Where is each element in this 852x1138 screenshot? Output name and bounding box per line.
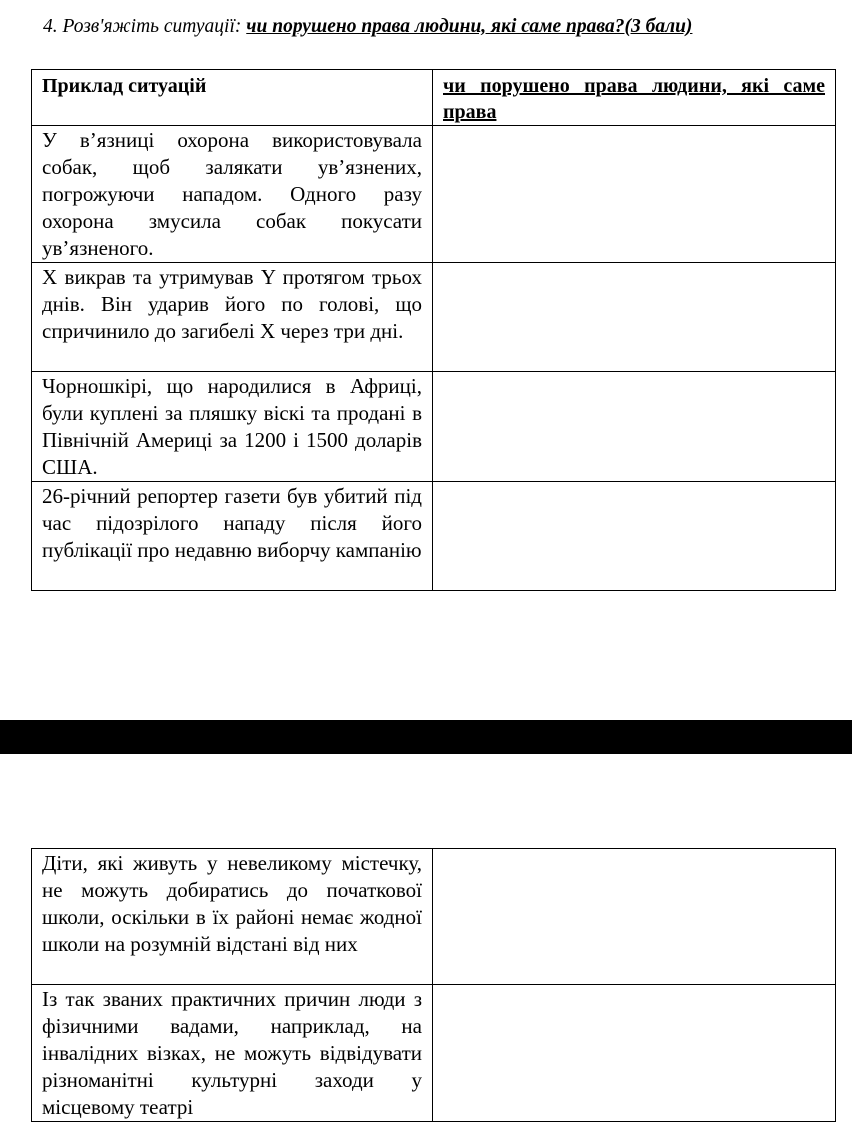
situations-table-page-2	[31, 848, 836, 1122]
situation-cell: Із так званих практичних причин люди з фізичними вадами, наприклад, на інвалідних візках, не можуть відвідувати різноманітні культурні заходи у місцевому театрі	[32, 985, 433, 1122]
table-row	[32, 263, 836, 372]
answer-cell[interactable]	[433, 372, 836, 482]
header-situation-example: Приклад ситуацій	[32, 70, 433, 126]
answer-cell[interactable]	[433, 849, 836, 985]
answer-cell[interactable]	[433, 482, 836, 591]
table-row	[32, 985, 836, 1122]
header-rights-violated: чи порушено права людини, які саме права	[433, 70, 836, 126]
answer-cell[interactable]	[433, 985, 836, 1122]
task-question: чи порушено права людини, які саме права?(3 бали)	[246, 16, 693, 37]
answer-cell[interactable]	[433, 126, 836, 263]
table-row	[32, 482, 836, 591]
table-row	[32, 849, 836, 985]
page-break-band	[0, 720, 852, 754]
answer-cell[interactable]	[433, 263, 836, 372]
table-header-row	[32, 70, 836, 126]
table-row	[32, 372, 836, 482]
situations-table-page-1	[31, 69, 836, 591]
situation-cell: У в’язниці охорона використовувала собак, щоб залякати ув’язнених, погрожуючи нападом. Одного разу охорона змусила собак покусати ув’язненого.	[32, 126, 433, 263]
task-number-prefix: 4. Розв'яжіть ситуації:	[43, 16, 247, 37]
task-heading	[43, 14, 833, 40]
situation-cell: Діти, які живуть у невеликому містечку, не можуть добиратись до початкової школи, оскільки в їх районі немає жодної школи на розумній відстані від них	[32, 849, 433, 985]
situation-cell: Чорношкірі, що народилися в Африці, були куплені за пляшку віскі та продані в Північній Америці за 1200 і 1500 доларів США.	[32, 372, 433, 482]
situation-cell: 26-річний репортер газети був убитий під час підозрілого нападу після його публікації про недавню виборчу кампанію	[32, 482, 433, 591]
table-row	[32, 126, 836, 263]
situation-cell: X викрав та утримував Y протягом трьох днів. Він ударив його по голові, що спричинило до загибелі X через три дні.	[32, 263, 433, 372]
